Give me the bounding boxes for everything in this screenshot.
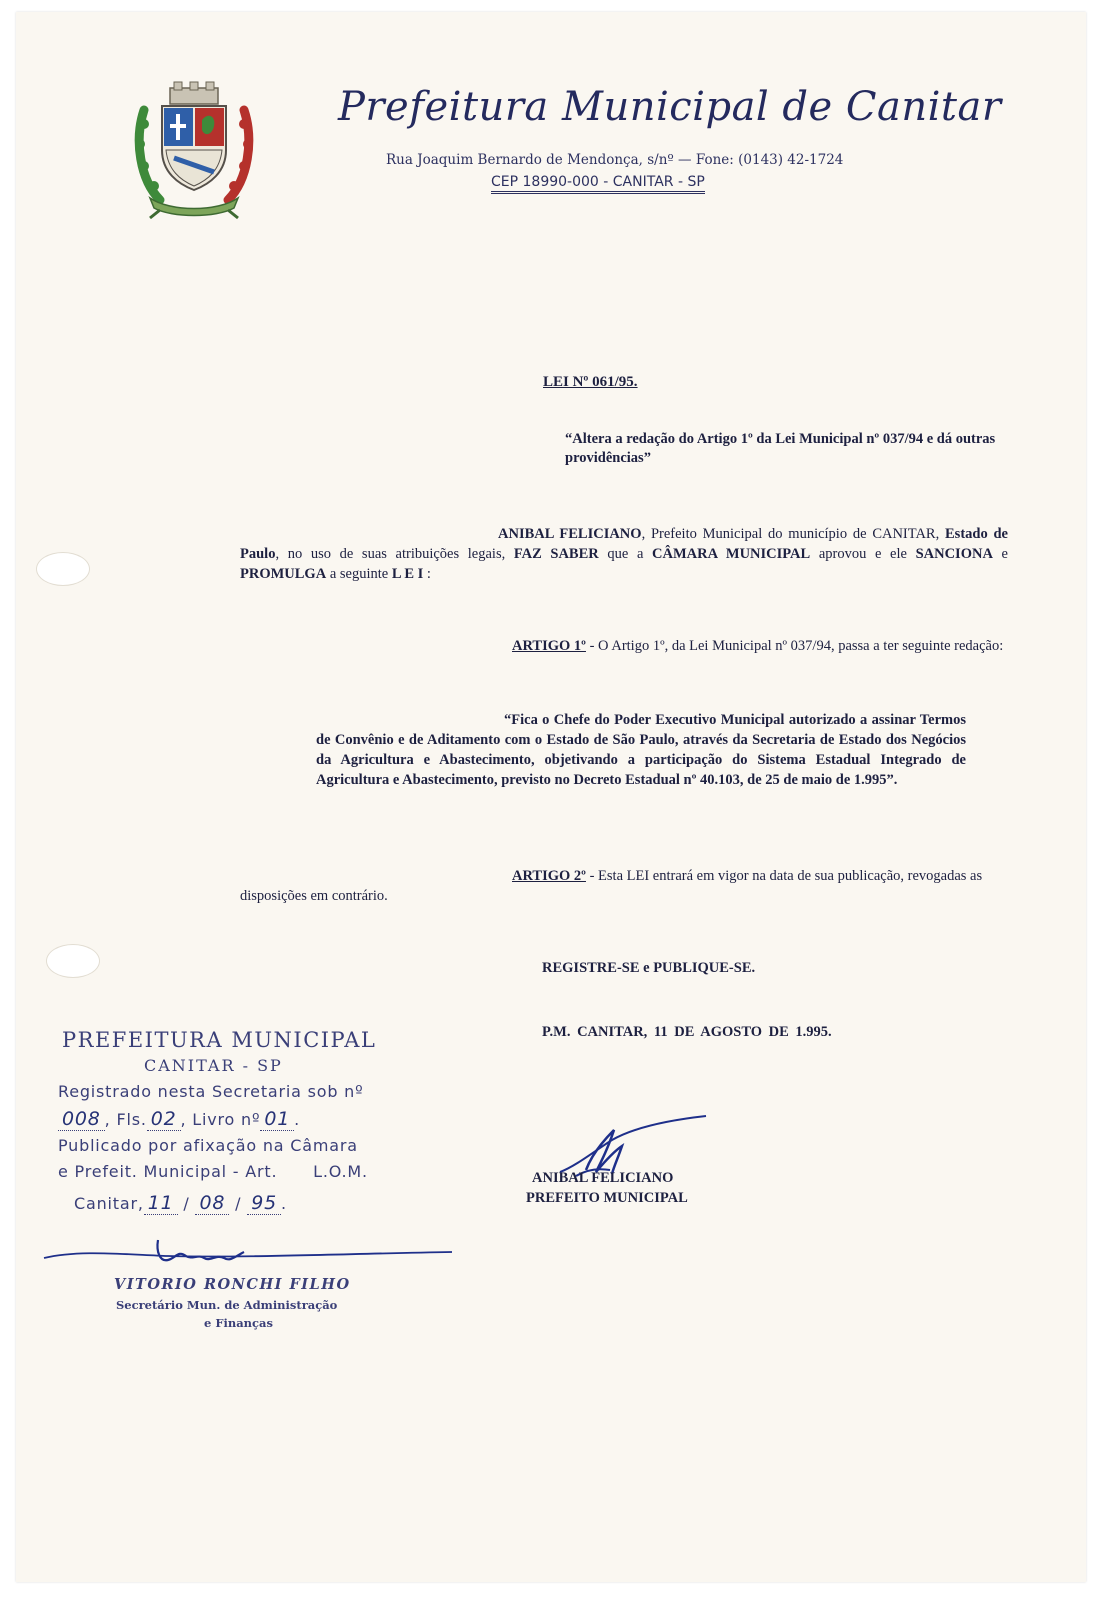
quote-text: “Fica o Chefe do Poder Executivo Municipal autorizado a assinar Termos de Convênio e de Aditamento com o Estado de São Paulo, através da Secretaria de Estado dos Negócios da Agricultura e Abastecimento, objetivando a participação do Sistema Estadual Integrado de Agricultura e Abastecimento, previsto no Decreto Estadual nº 40.103, de 25 de maio de 1.995”. [316, 712, 966, 788]
stamp-line-published: Publicado por afixação na Câmara [58, 1136, 358, 1155]
stamp-official-name: VITORIO RONCHI FILHO [114, 1276, 351, 1293]
preamble-text-1: , Prefeito Municipal do município de CANITAR, [641, 526, 946, 542]
signer-title: PREFEITO MUNICIPAL [526, 1190, 688, 1206]
stamp-title: PREFEITURA MUNICIPAL [62, 1028, 377, 1052]
stamp-line-article [58, 1162, 368, 1181]
secretary-signature-icon [38, 1232, 458, 1282]
law-number: LEI Nº 061/95. [543, 374, 638, 390]
stamp-fls-number: 02 [147, 1108, 181, 1131]
document-page [16, 12, 1086, 1582]
registre-publique: REGISTRE-SE e PUBLIQUE-SE. [542, 960, 756, 976]
stamp-day: 11 [144, 1192, 178, 1215]
preamble-mayor-name: ANIBAL FELICIANO [498, 526, 642, 542]
stamp-official-role-2: e Finanças [204, 1316, 273, 1330]
date-line: P.M. CANITAR, 11 DE AGOSTO DE 1.995. [542, 1024, 832, 1040]
punch-hole-top [36, 552, 90, 586]
stamp-line-date: Canitar, 11 / 08 / 95 . [74, 1192, 287, 1214]
preamble-text-5: e [992, 546, 1008, 562]
stamp-registro-number: 008 [58, 1108, 105, 1131]
article-2 [240, 866, 1008, 906]
stamp-month: 08 [195, 1192, 229, 1215]
stamp-fls-label: Fls. [116, 1110, 147, 1129]
article-1-text: - O Artigo 1º, da Lei Municipal nº 037/94, passa a ter seguinte redação: [585, 638, 1004, 654]
preamble-promulga: PROMULGA [240, 566, 327, 582]
law-preamble [240, 524, 1008, 584]
preamble-text-7: : [423, 566, 431, 582]
letterhead-cep: CEP 18990-000 - CANITAR - SP [491, 174, 705, 194]
article-1-quote [316, 710, 966, 790]
preamble-faz-saber: FAZ SABER [513, 546, 599, 562]
preamble-text-6: a seguinte [326, 566, 392, 582]
preamble-text-2: , no uso de suas atribuições legais, [275, 546, 514, 562]
registration-stamp [54, 1020, 494, 1340]
law-ementa [565, 430, 1005, 468]
stamp-line-numbers: 008 , Fls. 02 , Livro nº 01 . [58, 1108, 300, 1130]
stamp-subtitle: CANITAR - SP [144, 1056, 283, 1075]
preamble-sanciona: SANCIONA [915, 546, 993, 562]
stamp-line-registered: Registrado nesta Secretaria sob nº [58, 1082, 364, 1101]
article-2-text: - Esta LEI entrará em vigor na data de sua publicação, revogadas as disposições em contrário. [240, 868, 983, 904]
stamp-livro-label: Livro nº [192, 1110, 261, 1129]
preamble-state: Estado de Paulo [240, 526, 1008, 562]
stamp-article-text: e Prefeit. Municipal - Art. [58, 1162, 278, 1181]
letterhead-title: Prefeitura Municipal de Canitar [338, 84, 1002, 130]
preamble-camara: CÂMARA MUNICIPAL [652, 546, 811, 562]
article-2-label: ARTIGO 2º [512, 868, 586, 884]
preamble-text-4: aprovou e ele [810, 546, 916, 562]
article-1-label: ARTIGO 1º [512, 638, 586, 654]
preamble-text-3: que a [598, 546, 653, 562]
preamble-lei: L E I [391, 566, 424, 582]
stamp-lom-text: L.O.M. [313, 1162, 368, 1181]
signer-name: ANIBAL FELICIANO [532, 1170, 674, 1186]
ementa-text: “Altera a redação do Artigo 1º da Lei Municipal nº 037/94 e dá outras providências” [565, 431, 996, 466]
letterhead-address: Rua Joaquim Bernardo de Mendonça, s/nº — Fone: (0143) 42-1724 [386, 152, 844, 168]
article-1 [240, 636, 1008, 656]
punch-hole-bottom [46, 944, 100, 978]
stamp-livro-number: 01 [260, 1108, 294, 1131]
coat-of-arms-icon [130, 80, 258, 220]
stamp-canitar-label: Canitar, [74, 1194, 144, 1213]
stamp-official-role: Secretário Mun. de Administração [116, 1298, 338, 1312]
stamp-year: 95 [247, 1192, 281, 1215]
